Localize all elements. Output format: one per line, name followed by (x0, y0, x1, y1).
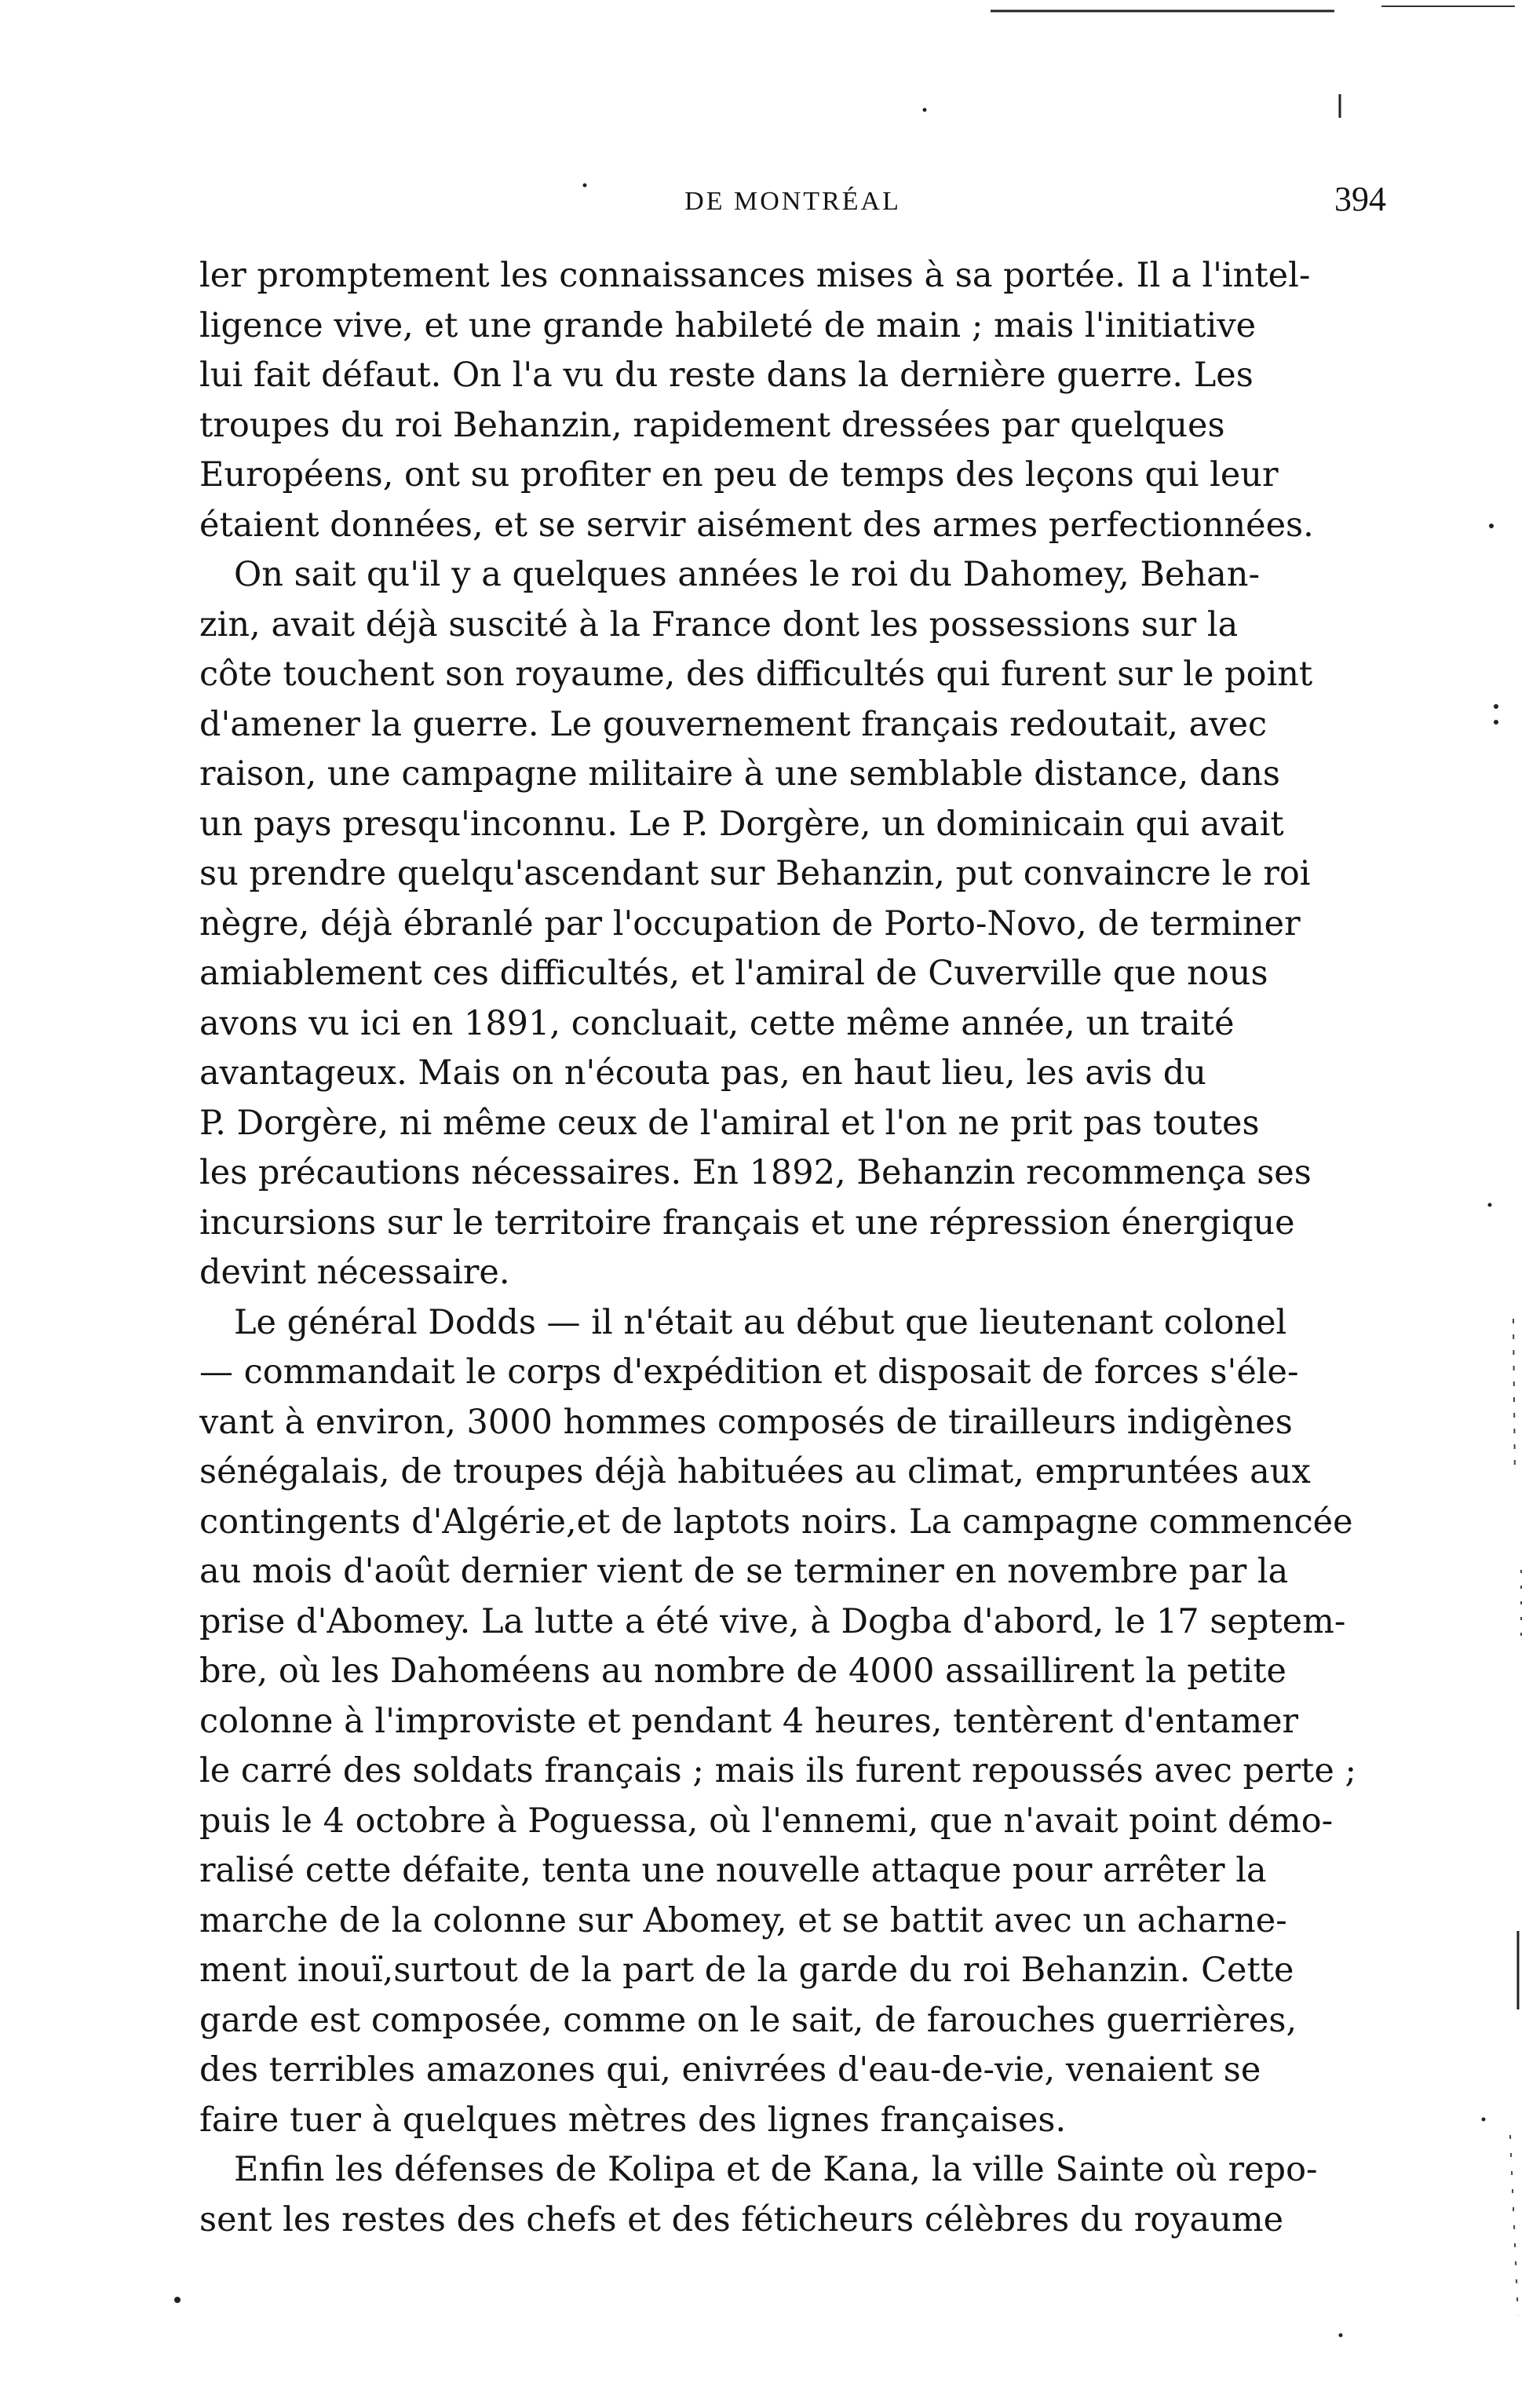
text-line: contingents d'Algérie,et de laptots noirs. La campagne commencée (199, 1502, 1353, 1542)
text-line: avons vu ici en 1891, concluait, cette même année, un traité (199, 1003, 1235, 1043)
scan-edge-dots (1513, 1319, 1515, 1476)
text-line: des terribles amazones qui, enivrées d'eau-de-vie, venaient se (199, 2050, 1261, 2090)
scan-edge-dots (1510, 2135, 1518, 2316)
text-line-indented: Le général Dodds — il n'était au début que lieutenant colonel (234, 1302, 1287, 1342)
text-line: — commandait le corps d'expédition et disposait de forces s'éle- (199, 1352, 1299, 1392)
text-line: raison, une campagne militaire à une semblable distance, dans (199, 754, 1280, 794)
text-line: au mois d'août dernier vient de se terminer en novembre par la (199, 1552, 1289, 1591)
running-head: DE MONTRÉAL (684, 187, 901, 216)
scan-speck (923, 108, 927, 112)
text-line: troupes du roi Behanzin, rapidement dressées par quelques (199, 405, 1225, 445)
text-line: Européens, ont su profiter en peu de temps des leçons qui leur (199, 455, 1279, 495)
text-line: avantageux. Mais on n'écouta pas, en haut lieu, les avis du (199, 1053, 1206, 1093)
text-line: ment inouï,surtout de la part de la garde du roi Behanzin. Cette (199, 1951, 1294, 1990)
text-line: nègre, déjà ébranlé par l'occupation de Porto-Novo, de terminer (199, 903, 1301, 944)
scan-speck (174, 2297, 181, 2303)
text-line: lui fait défaut. On l'a vu du reste dans la dernière guerre. Les (199, 356, 1254, 395)
scan-speck (1494, 704, 1498, 709)
text-line: bre, où les Dahoméens au nombre de 4000 assaillirent la petite (199, 1652, 1286, 1691)
text-line: ligence vive, et une grande habileté de main ; mais l'initiative (199, 305, 1257, 345)
text-line: amiablement ces difficultés, et l'amiral de Cuverville que nous (199, 954, 1268, 993)
text-line: faire tuer à quelques mètres des lignes françaises. (199, 2100, 1067, 2140)
scan-speck (1489, 524, 1494, 528)
page-number: 394 (1334, 180, 1386, 218)
text-line: P. Dorgère, ni même ceux de l'amiral et l'on ne prit pas toutes (199, 1103, 1260, 1143)
text-line-indented: On sait qu'il y a quelques années le roi du Dahomey, Behan- (234, 555, 1261, 594)
text-line: puis le 4 octobre à Poguessa, où l'ennemi, que n'avait point démo- (199, 1801, 1334, 1841)
text-line: côte touchent son royaume, des difficultés qui furent sur le point (199, 655, 1313, 694)
text-line: d'amener la guerre. Le gouvernement français redoutait, avec (199, 704, 1268, 744)
text-line-indented: Enfin les défenses de Kolipa et de Kana, la ville Sainte où repo- (234, 2150, 1318, 2189)
scan-speck (1488, 1203, 1492, 1207)
text-line: sent les restes des chefs et des féticheurs célèbres du royaume (199, 2199, 1284, 2239)
text-line: sénégalais, de troupes déjà habituées au climat, empruntées aux (199, 1452, 1311, 1491)
text-line: prise d'Abomey. La lutte a été vive, à Dogba d'abord, le 17 septem- (199, 1601, 1346, 1641)
paragraph (199, 1298, 1386, 2146)
text-line: ralisé cette défaite, tenta une nouvelle attaque pour arrêter la (199, 1851, 1267, 1890)
text-line: le carré des soldats français ; mais ils furent repoussés avec perte ; (199, 1751, 1356, 1790)
paragraph (199, 251, 1386, 550)
paragraph (199, 550, 1386, 1298)
text-line: colonne à l'improviste et pendant 4 heures, tentèrent d'entamer (199, 1701, 1299, 1741)
scan-speck (1494, 720, 1498, 725)
scan-speck (1482, 2118, 1486, 2122)
text-line: vant à environ, 3000 hommes composés de tirailleurs indigènes (199, 1402, 1293, 1442)
text-line: ler promptement les connaissances mises à sa portée. Il a l'intel- (199, 256, 1311, 295)
paragraph (199, 2145, 1386, 2245)
text-line: marche de la colonne sur Abomey, et se battit avec un acharne- (199, 1900, 1287, 1940)
text-line: zin, avait déjà suscité à la France dont les possessions sur la (199, 604, 1239, 644)
page-header (199, 179, 1386, 234)
scan-speck (1339, 2334, 1343, 2338)
text-line: incursions sur le territoire français et une répression énergique (199, 1203, 1295, 1243)
text-line: garde est composée, comme on le sait, de farouches guerrières, (199, 2000, 1297, 2040)
body-text (199, 251, 1386, 2245)
text-line: les précautions nécessaires. En 1892, Behanzin recommença ses (199, 1153, 1312, 1192)
text-line: devint nécessaire. (199, 1253, 510, 1292)
text-line: un pays presqu'inconnu. Le P. Dorgère, un dominicain qui avait (199, 804, 1284, 844)
text-line: su prendre quelqu'ascendant sur Behanzin, put convaincre le roi (199, 854, 1311, 893)
text-line: étaient données, et se servir aisément des armes perfectionnées. (199, 505, 1314, 545)
